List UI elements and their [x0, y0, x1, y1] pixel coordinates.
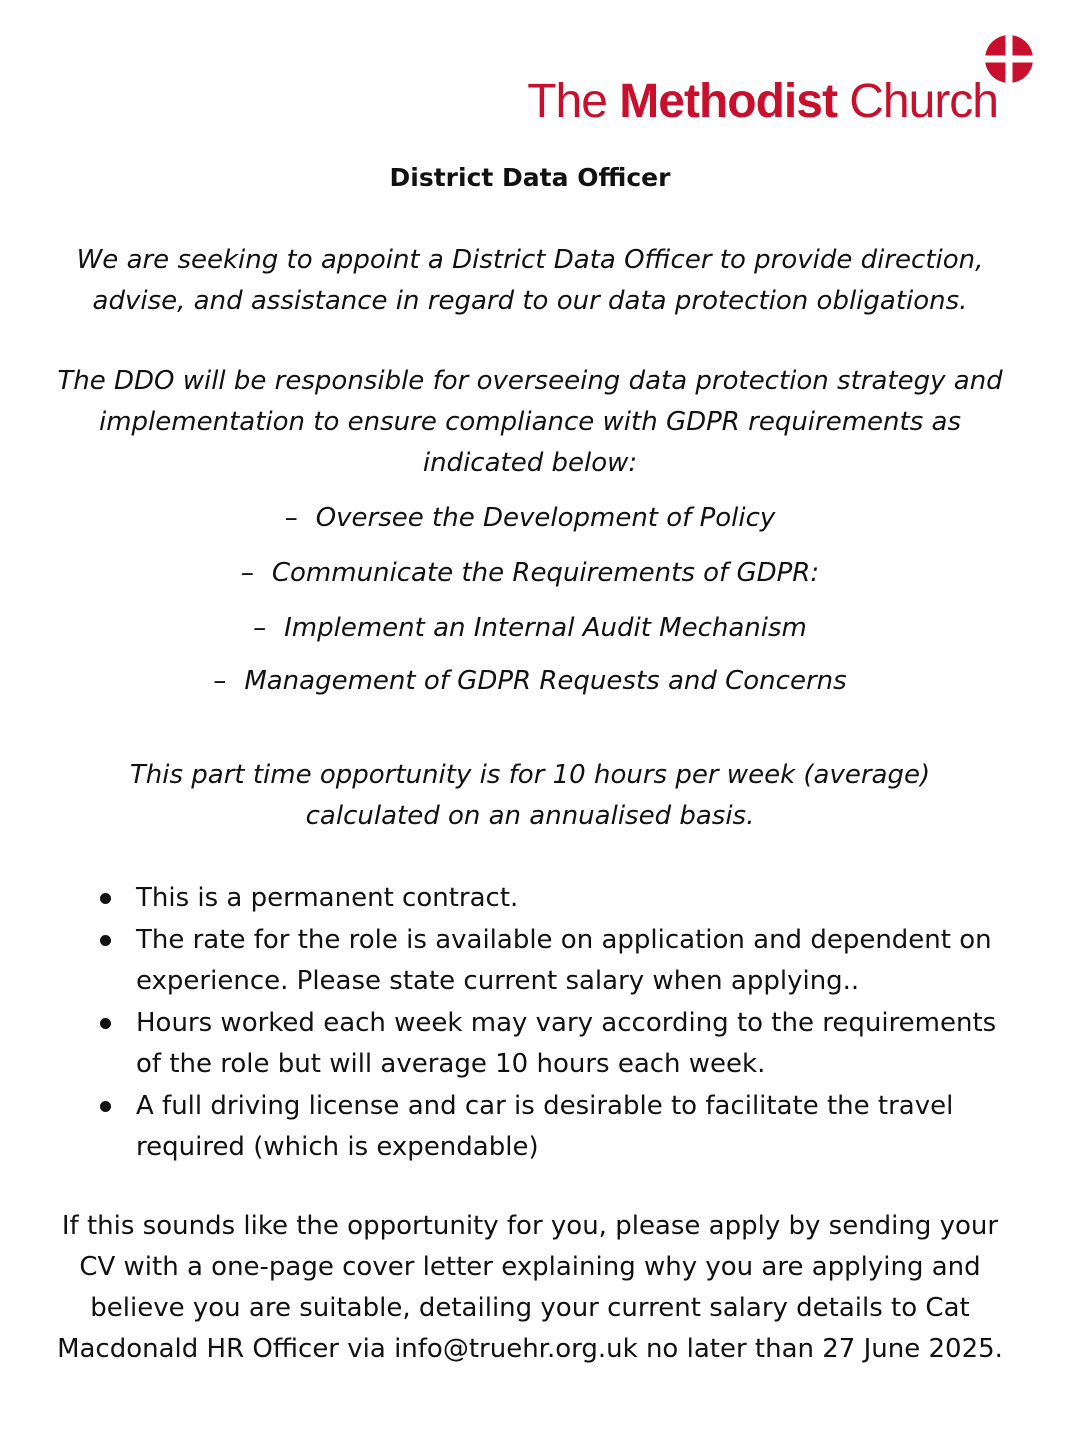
logo-text-church: Church — [836, 75, 998, 128]
list-item-text: A full driving license and car is desirable to facilitate the travel required (which is expendable) — [136, 1091, 954, 1162]
list-item-text: Hours worked each week may vary according to the requirements of the role but will average 10 hours each week. — [136, 1008, 997, 1079]
hours-paragraph: This part time opportunity is for 10 hours per week (average) calculated on an annualised basis. — [129, 760, 931, 831]
responsibility-label: Management of GDPR Requests and Concerns — [244, 666, 847, 696]
responsibility-item — [40, 610, 1020, 646]
dash-marker: – — [253, 613, 267, 643]
page-title: District Data Officer — [389, 163, 671, 192]
logo-text-methodist: Methodist — [619, 75, 837, 128]
responsibility-item — [40, 663, 1020, 699]
list-item-text: This is a permanent contract. — [136, 883, 519, 913]
responsibility-item — [40, 500, 1020, 536]
closing-paragraph: If this sounds like the opportunity for you, please apply by sending your CV with a one-page cover letter explaining why you are applying and believe you are suitable, detailing your current salary details to Cat Macdonald HR Officer via info@truehr.org.uk no later than 27 June 2025. — [57, 1211, 1003, 1364]
list-item — [98, 1086, 998, 1168]
list-item — [98, 1003, 998, 1085]
dash-marker: – — [240, 558, 254, 588]
responsibility-label: Implement an Internal Audit Mechanism — [284, 613, 807, 643]
methodist-church-logo — [478, 34, 998, 134]
logo-wordmark — [527, 74, 998, 129]
list-item — [98, 920, 998, 1002]
responsibility-paragraph: The DDO will be responsible for overseeing data protection strategy and implementation to ensure compliance with GDPR requirements as indicated below: — [57, 366, 1003, 478]
bullet-icon — [100, 935, 111, 946]
dash-marker: – — [284, 503, 298, 533]
conditions-list — [98, 878, 998, 1169]
dash-marker: – — [213, 666, 227, 696]
bullet-icon — [100, 1018, 111, 1029]
responsibility-item — [40, 555, 1020, 591]
responsibility-label: Oversee the Development of Policy — [315, 503, 776, 533]
bullet-icon — [100, 893, 111, 904]
list-item — [98, 878, 998, 919]
list-item-text: The rate for the role is available on application and dependent on experience. Please state current salary when applying.. — [136, 925, 992, 996]
responsibility-label: Communicate the Requirements of GDPR: — [271, 558, 820, 588]
logo-text-the: The — [527, 75, 620, 128]
bullet-icon — [100, 1101, 111, 1112]
intro-paragraph: We are seeking to appoint a District Data Officer to provide direction, advise, and assistance in regard to our data protection obligations. — [76, 245, 984, 316]
